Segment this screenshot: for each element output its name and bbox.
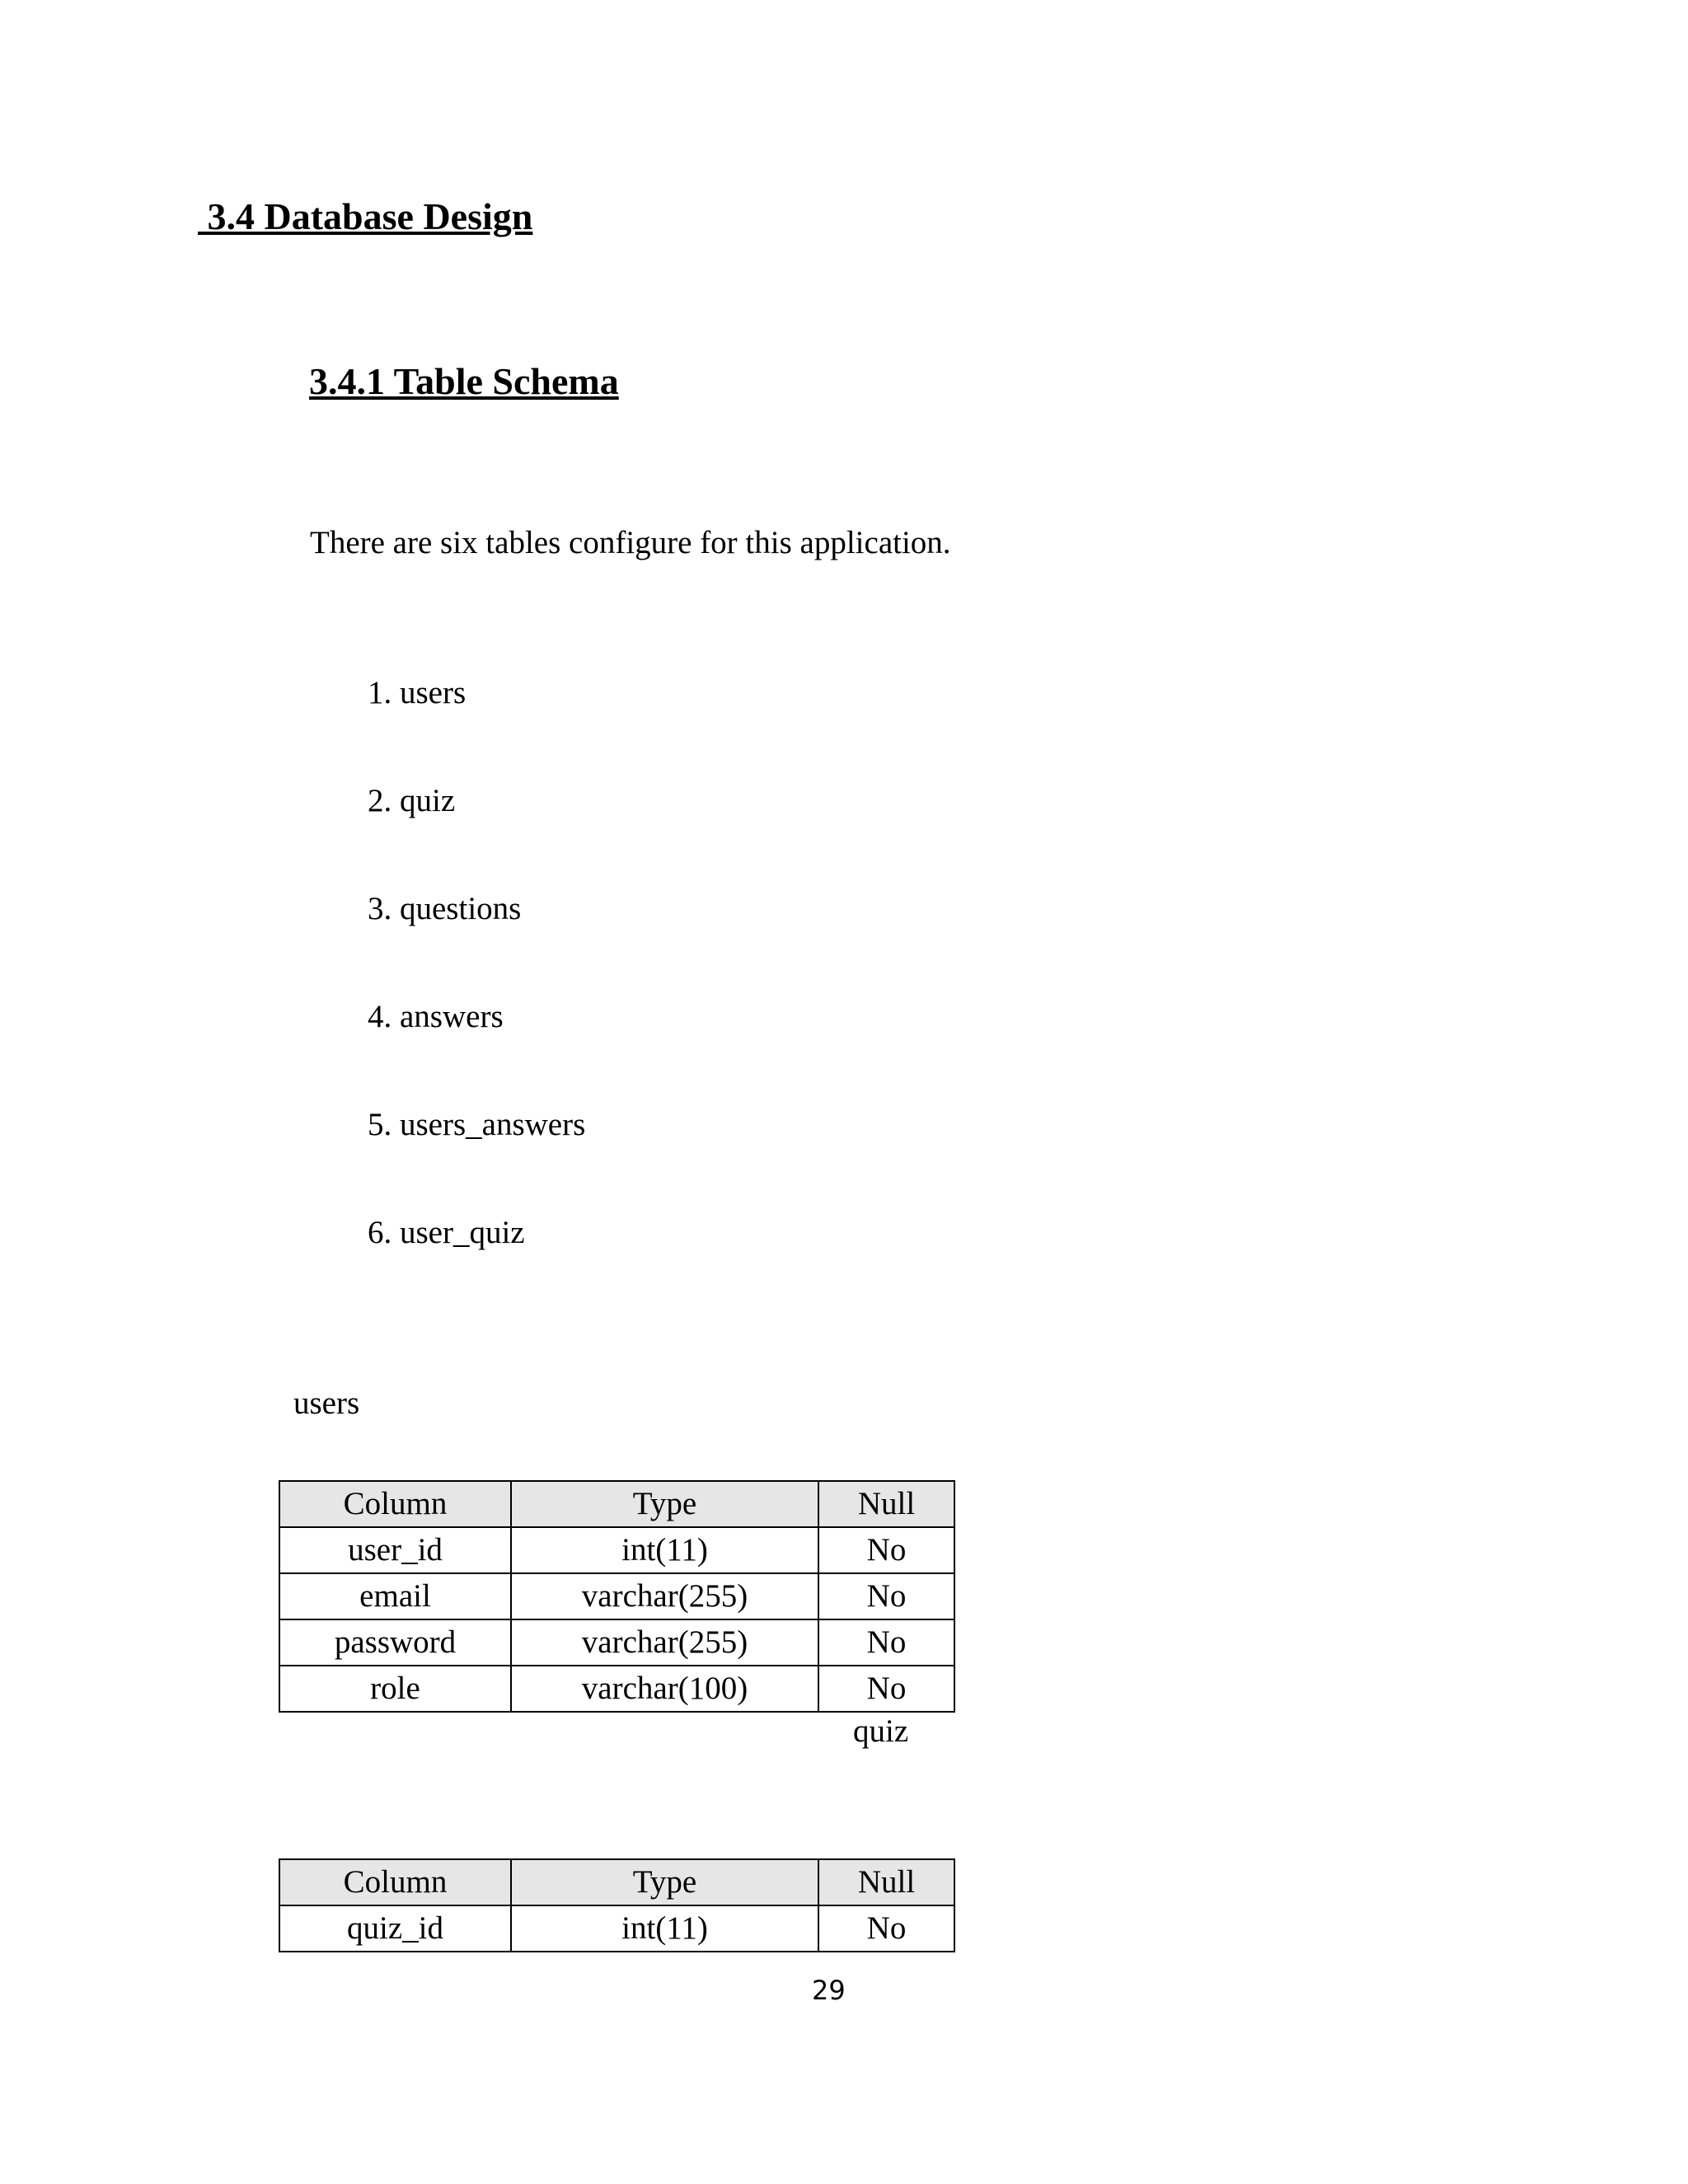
type-header: Type: [511, 1481, 818, 1527]
null-header: Null: [818, 1859, 954, 1905]
table-row: [279, 1666, 954, 1712]
type-cell: varchar(255): [511, 1573, 818, 1619]
intro-paragraph: There are six tables configure for this application.: [310, 525, 951, 560]
type-cell: int(11): [511, 1527, 818, 1573]
type-cell: varchar(100): [511, 1666, 818, 1712]
users-table-caption: users: [293, 1385, 360, 1421]
list-item: 6. user_quiz: [368, 1215, 525, 1250]
type-cell: int(11): [511, 1905, 818, 1952]
table-header-row: [279, 1481, 954, 1527]
null-cell: No: [818, 1573, 954, 1619]
column-cell: role: [279, 1666, 511, 1712]
table-row: [279, 1905, 954, 1952]
list-item: 2. quiz: [368, 783, 456, 818]
section-heading: 3.4 Database Design: [198, 195, 533, 237]
subsection-heading: 3.4.1 Table Schema: [309, 360, 619, 402]
column-cell: user_id: [279, 1527, 511, 1573]
column-cell: password: [279, 1619, 511, 1666]
table-row: [279, 1619, 954, 1666]
table-row: [279, 1527, 954, 1573]
null-cell: No: [818, 1527, 954, 1573]
list-item: 4. answers: [368, 999, 504, 1034]
list-item: 1. users: [368, 675, 467, 710]
column-cell: quiz_id: [279, 1905, 511, 1952]
list-item: 3. questions: [368, 891, 522, 926]
users-schema-table: [279, 1480, 955, 1713]
null-header: Null: [818, 1481, 954, 1527]
table-header-row: [279, 1859, 954, 1905]
null-cell: No: [818, 1905, 954, 1952]
column-header: Column: [279, 1859, 511, 1905]
column-header: Column: [279, 1481, 511, 1527]
quiz-table-caption: quiz: [853, 1713, 909, 1749]
column-cell: email: [279, 1573, 511, 1619]
page-number: 29: [812, 1975, 846, 2006]
type-cell: varchar(255): [511, 1619, 818, 1666]
type-header: Type: [511, 1859, 818, 1905]
null-cell: No: [818, 1666, 954, 1712]
null-cell: No: [818, 1619, 954, 1666]
table-row: [279, 1573, 954, 1619]
quiz-schema-table: [279, 1858, 955, 1952]
list-item: 5. users_answers: [368, 1107, 586, 1142]
